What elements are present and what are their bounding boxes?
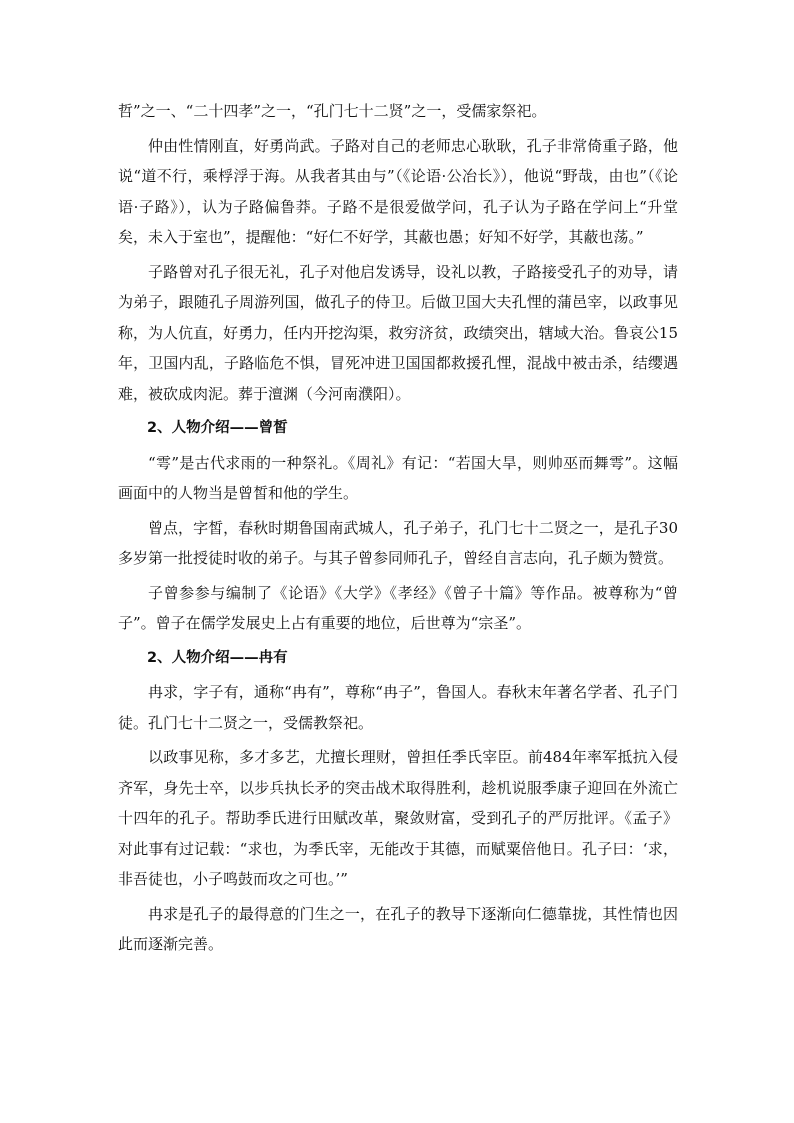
paragraph: 以政事见称，多才多艺，尤擅长理财，曾担任季氏宰臣。前484年率军抵抗入侵齐军，身先士卒，以步兵执长矛的突击战术取得胜利，趁机说服季康子迎回在外流亡十四年的孔子。帮助季氏进行田赋改革，聚敛财富，受到孔子的严厉批评。《孟子》对此事有过记载：“求也，为季氏宰，无能改于其德，而赋粟倍他日。孔子曰：‘求，非吾徒也，小子鸣鼓而攻之可也。’”	[118, 748, 678, 888]
document-body	[118, 96, 678, 964]
paragraph: 子路曾对孔子很无礼，孔子对他启发诱导，设礼以教，子路接受孔子的劝导，请为弟子，跟随孔子周游列国，做孔子的侍卫。后做卫国大夫孔悝的蒲邑宰，以政事见称，为人伉直，好勇力，任内开挖沟渠，救穷济贫，政绩突出，辖域大治。鲁哀公15年，卫国内乱，子路临危不惧，冒死冲进卫国国都救援孔悝，混战中被击杀，结缨遇难，被砍成肉泥。葬于澶渊（今河南濮阳）。	[118, 262, 678, 403]
paragraph: 哲”之一、“二十四孝”之一，“孔门七十二贤”之一，受儒家祭祀。	[118, 102, 547, 120]
paragraph: 仲由性情刚直，好勇尚武。子路对自己的老师忠心耿耿，孔子非常倚重子路，他说“道不行，乘桴浮于海。从我者其由与”（《论语·公冶长》），他说“野哉，由也”（《论语·子路》），认为子路偏鲁莽。子路不是很爱做学问，孔子认为子路在学问上“升堂矣，未入于室也”，提醒他：“好仁不好学，其蔽也愚；好知不好学，其蔽也荡。”	[118, 136, 678, 246]
paragraph: 曾点，字皙，春秋时期鲁国南武城人，孔子弟子，孔门七十二贤之一，是孔子30多岁第一批授徒时收的弟子。与其子曾参同师孔子，曾经自言志向，孔子颇为赞赏。	[118, 518, 678, 567]
paragraph: “雩”是古代求雨的一种祭礼。《周礼》有记：“若国大旱，则帅巫而舞雩”。这幅画面中的人物当是曾皙和他的学生。	[118, 453, 678, 502]
paragraph: 子曾参参与编制了《论语》《大学》《孝经》《曾子十篇》等作品。被尊称为“曾子”。曾子在儒学发展史上占有重要的地位，后世尊为“宗圣”。	[118, 583, 678, 632]
section-heading: 2、人物介绍——曾皙	[147, 420, 288, 436]
paragraph: 冉求是孔子的最得意的门生之一，在孔子的教导下逐渐向仁德靠拢，其性情也因此而逐渐完善。	[118, 904, 678, 953]
section-heading: 2、人物介绍——冉有	[147, 649, 288, 666]
paragraph: 冉求，字子有，通称“冉有”，尊称“冉子”，鲁国人。春秋末年著名学者、孔子门徒。孔门七十二贤之一，受儒教祭祀。	[118, 683, 678, 732]
